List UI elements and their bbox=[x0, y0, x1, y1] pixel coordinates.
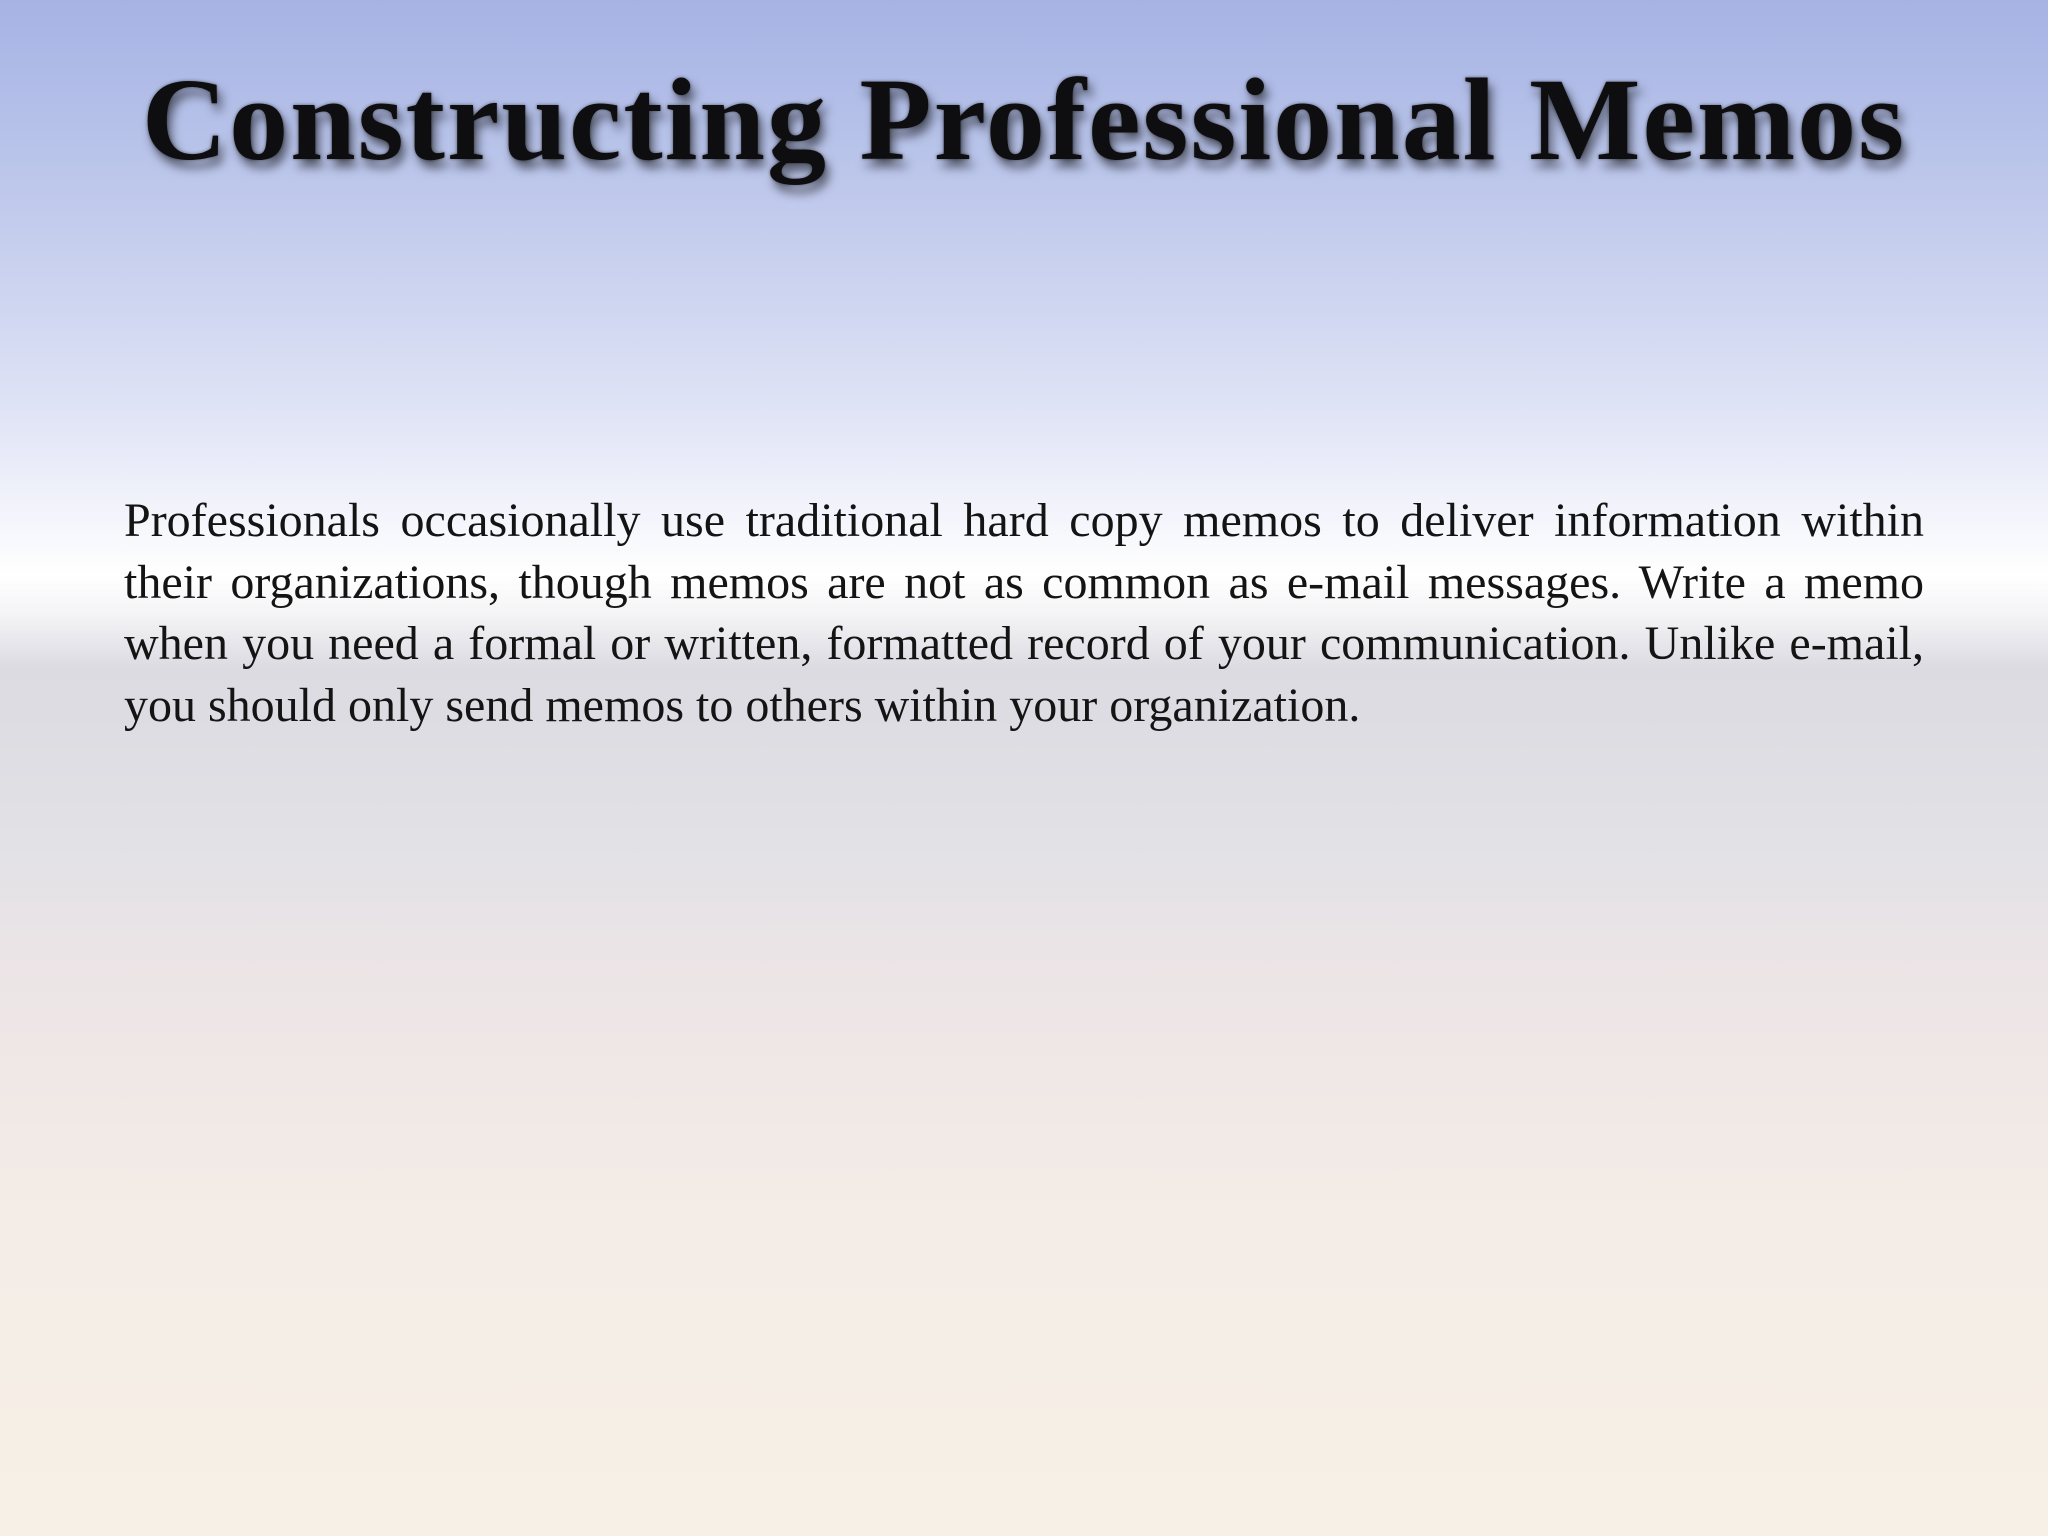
slide-body-text: Professionals occasionally use traditional hard copy memos to deliver information within their organizations, though memos are not as common as e-mail messages. Write a memo when you need a formal or written, formatted record of your communication. Unlike e-mail, you should only send memos to others within your organization. bbox=[124, 494, 1924, 732]
slide-title: Constructing Professional Memos bbox=[141, 54, 1907, 185]
